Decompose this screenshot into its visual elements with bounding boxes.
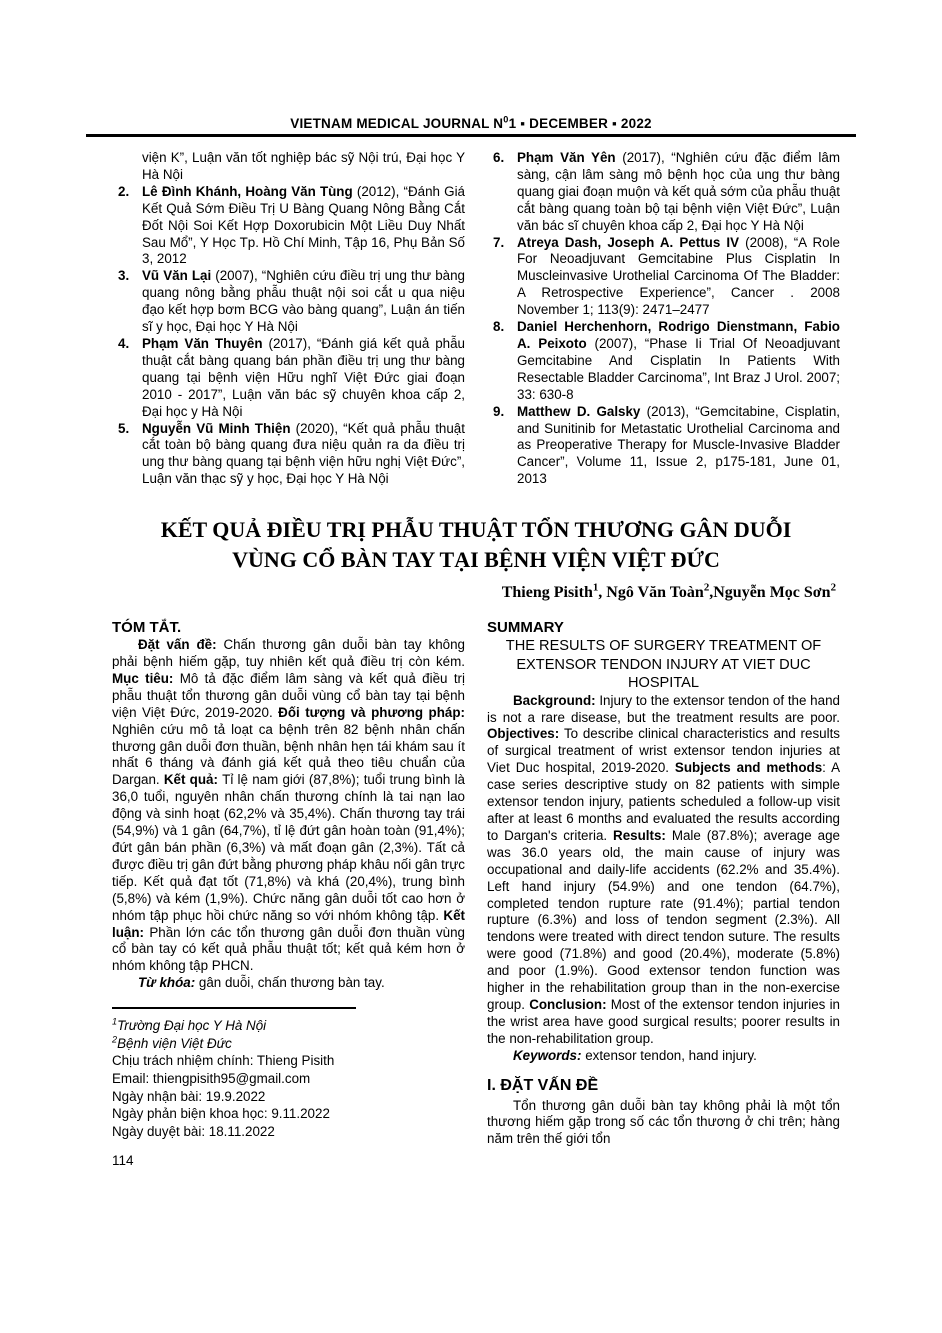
- reference-item-8: [487, 319, 840, 404]
- reference-number: 7.: [493, 234, 505, 250]
- article-title-line1: KẾT QUẢ ĐIỀU TRỊ PHẪU THUẬT TỔN THƯƠNG GÂN DUỖI: [160, 517, 792, 543]
- reference-text: Atreya Dash, Joseph A. Pettus IV (2008), “A Role For Neoadjuvant Gemcitabine Plus Cisplatin In Muscleinvasive Urothelial Carcinoma Of The Bladder: A Retrospective Experience”, Cancer . 2008 November 1; 113(9): 2471–2477: [517, 234, 840, 318]
- abstract-keywords: Từ khóa: gân duỗi, chấn thương bàn tay.: [138, 975, 385, 991]
- introduction-paragraph: Tổn thương gân duỗi bàn tay không phải là một tổn thương hiếm gặp trong số các tổn thương ở chi trên; hàng năm trên thế giới tổn: [487, 1097, 840, 1147]
- reference-text: Lê Đình Khánh, Hoàng Văn Tùng (2012), “Đánh Giá Kết Quả Sớm Điều Trị U Bàng Quang Nông Bằng Cắt Đốt Nội Soi Kết Hợp Doxorubicin Một Liều Duy Nhất Sau Mổ”, Y Học Tp. Hồ Chí Minh, Tập 16, Phụ Bản Số 3, 2012: [142, 183, 465, 267]
- footnote-received-date: Ngày nhận bài: 19.9.2022: [112, 1088, 266, 1104]
- reference-text: Phạm Văn Yên (2017), “Nghiên cứu đặc điểm lâm sàng, cận lâm sàng mô bệnh học của ung thư bàng quang giai đoạn muộn và kết quả sớm của phẫu thuật cắt bàng quang toàn bộ tại bệnh viện Việt Đức”, Luận văn bác sĩ chuyên khoa cấp 2, Đại học Y Hà Nội: [517, 150, 840, 233]
- summary-english-title: THE RESULTS OF SURGERY TREATMENT OF EXTENSOR TENDON INJURY AT VIET DUC HOSPITAL: [505, 638, 822, 692]
- references-right-column: [487, 150, 840, 488]
- summary-column: [487, 618, 840, 1148]
- reference-number: 6.: [493, 150, 505, 165]
- reference-item-continuation: [112, 150, 465, 184]
- reference-text: Daniel Herchenhorn, Rodrigo Dienstmann, Fabio A. Peixoto (2007), “Phase Ii Trial Of Neoadjuvant Gemcitabine And Cisplatin In Patients With Resectable Bladder Carcinoma”, Int Braz J Urol. 2007; 33: 630-8: [517, 319, 841, 402]
- journal-header: [86, 116, 856, 137]
- reference-text: Nguyễn Vũ Minh Thiện (2020), “Kết quả phẫu thuật cắt toàn bộ bàng quang đưa niệu quản ra da điều trị ung thư bàng quang tại bệnh viện hữu nghị Việt Đức”, Luận văn thạc sỹ y học, Đại học Y Hà Nội: [142, 420, 465, 487]
- introduction-heading: I. ĐẶT VẤN ĐỀ: [487, 1076, 599, 1094]
- footnote-affiliation-1: $^1$Trường Đại học Y Hà Nội: [112, 1016, 267, 1034]
- summary-keywords: Keywords: extensor tendon, hand injury.: [513, 1047, 757, 1063]
- article-title: [112, 515, 840, 575]
- reference-item-3: [112, 268, 465, 336]
- footnote-email: Email: thiengpisith95@gmail.com: [112, 1070, 311, 1086]
- page-number: 114: [112, 1153, 134, 1168]
- reference-number: 8.: [493, 319, 505, 335]
- reference-text: Phạm Văn Thuyên (2017), “Đánh giá kết quả phẫu thuật cắt bàng quang bán phần điều trị ung thư bàng quang tại bệnh viện Hữu nghĩ Việt Đức giai đoạn 2010 - 2017”, Luận văn bác sỹ chuyên khoa cấp 2, Đại học y Hà Nội: [142, 335, 466, 419]
- references-section: [112, 150, 840, 488]
- references-left-column: [112, 150, 465, 488]
- summary-heading: SUMMARY: [487, 619, 564, 637]
- reference-item-2: [112, 184, 465, 269]
- abstract-summary-section: [112, 618, 840, 1148]
- article-authors: [112, 581, 840, 602]
- reference-number: 5.: [118, 420, 130, 436]
- footnote-divider: [112, 1007, 356, 1009]
- footnote-accepted-date: Ngày duyệt bài: 18.11.2022: [112, 1123, 275, 1139]
- reference-text: viện K”, Luận văn tốt nghiệp bác sỹ Nội trú, Đại học Y Hà Nội: [142, 150, 465, 182]
- journal-header-title: VIETNAM MEDICAL JOURNAL $N^01$ ▪ DECEMBER ▪ 2022: [290, 114, 652, 131]
- footnote-corresponding: Chịu trách nhiệm chính: Thieng Pisith: [112, 1053, 335, 1069]
- page-content: [112, 150, 840, 1148]
- reference-item-4: [112, 336, 465, 421]
- reference-item-6: [487, 150, 840, 235]
- abstract-heading: TÓM TẮT.: [112, 619, 182, 637]
- footnote-affiliation-2: $^2$Bệnh viện Việt Đức: [112, 1034, 232, 1051]
- abstract-paragraph: Đặt vấn đề: Chấn thương gân duỗi bàn tay không phải bệnh hiếm gặp, tuy nhiên kết quả điều trị còn kém. Mục tiêu: Mô tả đặc điểm lâm sàng và kết quả điều trị phẫu thuật tổn thương gân duỗi vùng cổ bàn tay tại bệnh viện Việt Đức, 2019-2020. Đối tượng và phương pháp: Nghiên cứu mô tả loạt ca bệnh trên 82 bệnh nhân chấn thương gân duỗi đơn thuần, bệnh nhân hẹn tái khám sau ít nhất 6 tháng và đánh giá kết quả theo tiêu chuẩn của Dargan. Kết quả: Tỉ lệ nam giới (87,8%); tuổi trung bình là 36,0 tuổi, nguyên nhân chấn thương chính là tai nạn lao động và sinh hoạt (62,2% và 35,4%). Chấn thương tay trái (54,9%) và 1 gân (64,7%), tỉ lệ đứt gân hoàn toàn (91,4%); đứt gân bán phần (6,3%) và mất đoạn gân (2,3%). Tất cả được điều trị gân đứt bằng phương pháp khâu nối gân trực tiếp. Kết quả đạt tốt (71,8%) và khá (20,4%), trung bình (5,8%) và kém (1,9%). Chức năng gân duỗi tốt cao hơn ở nhóm tập phục hồi chức năng so với nhóm không tập. Kết luận: Phần lớn các tổn thương gân duỗi đơn thuần vùng cổ bàn tay có kết quả phẫu thuật tốt; kết quả kém hơn ở nhóm không tập PHCN.: [112, 637, 465, 974]
- summary-paragraph: Background: Injury to the extensor tendon of the hand is not a rare disease, but the treatment results are poor. Objectives: To describe clinical characteristics and results of surgical treatment of wrist extensor tendon injuries at Viet Duc hospital, 2019-2020. Subjects and methods: A case series descriptive study on 82 patients with simple extensor tendon injury, patients scheduled a follow-up visit after at least 6 months and evaluated the results according to Dargan's criteria. Results: Male (87.8%); average age was 36.0 years old, the main cause of injury was occupational and daily-life accidents (62.2% and 35.4%). Left hand injury (54.9%) and one tendon (64.7%), completed tendon rupture rate (91.4%); partial tendon rupture (6.3%) and loss of tendon segment (2.3%). All tendons were treated with direct tendon suture. The results were good (71.8%) and good (20.4%), moderate (5.8%) and poor (1.9%). Good extensor tendon function was higher in the rehabilitation group than in the non-exercise group. Conclusion: Most of the extensor tendon injuries in the wrist area have good surgical results; poorer results in the non-rehabilitation group.: [487, 692, 840, 1046]
- reference-number: 3.: [118, 268, 130, 284]
- article-title-line2: VÙNG CỔ BÀN TAY TẠI BỆNH VIỆN VIỆT ĐỨC: [232, 547, 720, 573]
- reference-text: Vũ Văn Lại (2007), “Nghiên cứu điều trị ung thư bàng quang nông bằng phẫu thuật nội soi cắt u qua niệu đạo kết hợp bơm BCG vào bàng quang”, Luận án tiến sĩ y học, Đại học Y Hà Nội: [142, 268, 465, 335]
- reference-item-9: [487, 404, 840, 489]
- reference-text: Matthew D. Galsky (2013), “Gemcitabine, Cisplatin, and Sunitinib for Metastatic Urothelial Carcinoma and as Preoperative Therapy for Muscle-Invasive Bladder Cancer”, Volume 11, Issue 2, p175-181, June 01, 2013: [517, 403, 840, 487]
- footnote-review-date: Ngày phản biện khoa học: 9.11.2022: [112, 1106, 330, 1122]
- reference-item-7: [487, 235, 840, 320]
- reference-number: 2.: [118, 183, 130, 199]
- reference-item-5: [112, 421, 465, 489]
- reference-number: 9.: [493, 403, 505, 419]
- reference-number: 4.: [118, 335, 130, 351]
- abstract-column: [112, 618, 465, 1148]
- article-authors-text: Thieng Pisith$^1$, Ngô Văn Toàn$^2$,Nguyễn Mọc Sơn$^2$: [501, 581, 836, 602]
